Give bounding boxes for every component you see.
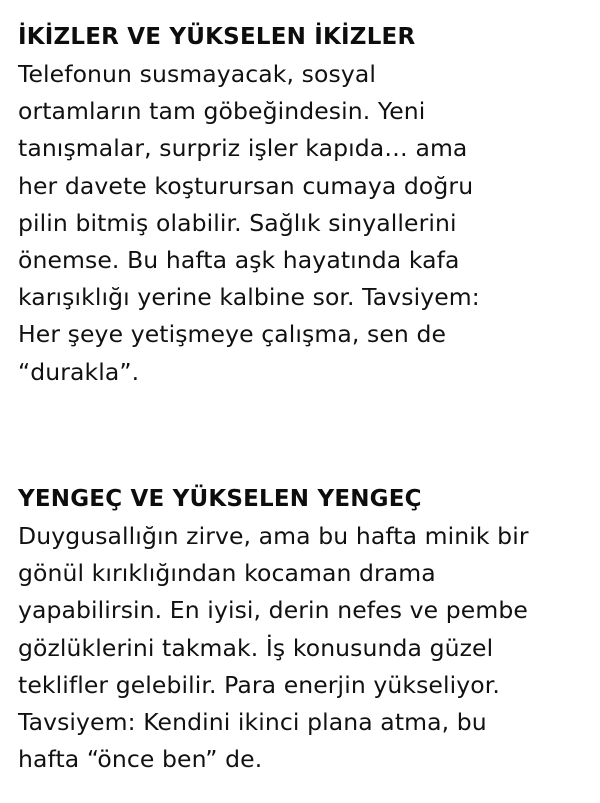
section-heading-cancer: YENGEÇ VE YÜKSELEN YENGEÇ bbox=[18, 486, 422, 512]
section-body-cancer bbox=[18, 518, 586, 778]
body-line: tanışmalar, surpriz işler kapıda… ama bbox=[18, 134, 468, 163]
body-line: “durakla”. bbox=[18, 357, 140, 386]
body-line: ortamların tam göbeğindesin. Yeni bbox=[18, 97, 426, 126]
body-line: Tavsiyem: Kendini ikinci plana atma, bu bbox=[18, 708, 487, 737]
body-line: Telefonun susmayacak, sosyal bbox=[18, 60, 376, 88]
body-line: gözlüklerini takmak. İş konusunda güzel bbox=[18, 633, 494, 662]
body-line: yapabilirsin. En iyisi, derin nefes ve pembe bbox=[18, 596, 528, 625]
body-line: karışıklığı yerine kalbine sor. Tavsiyem: bbox=[18, 283, 480, 312]
body-line: önemse. Bu hafta aşk hayatında kafa bbox=[18, 246, 460, 275]
section-heading-gemini: İKİZLER VE YÜKSELEN İKİZLER bbox=[18, 24, 416, 50]
body-line: Her şeye yetişmeye çalışma, sen de bbox=[18, 320, 447, 349]
body-line: her davete koşturursan cumaya doğru bbox=[18, 171, 474, 200]
body-line: hafta “önce ben” de. bbox=[18, 745, 263, 774]
section-body-gemini bbox=[18, 56, 586, 391]
body-line: pilin bitmiş olabilir. Sağlık sinyallerini bbox=[18, 208, 457, 237]
body-line: teklifler gelebilir. Para enerjin yükseliyor. bbox=[18, 670, 500, 699]
horoscope-section-cancer bbox=[18, 480, 586, 778]
horoscope-section-gemini bbox=[18, 18, 586, 391]
body-line: gönül kırıklığından kocaman drama bbox=[18, 559, 436, 588]
body-line: Duygusallığın zirve, ama bu hafta minik bir bbox=[18, 522, 529, 550]
